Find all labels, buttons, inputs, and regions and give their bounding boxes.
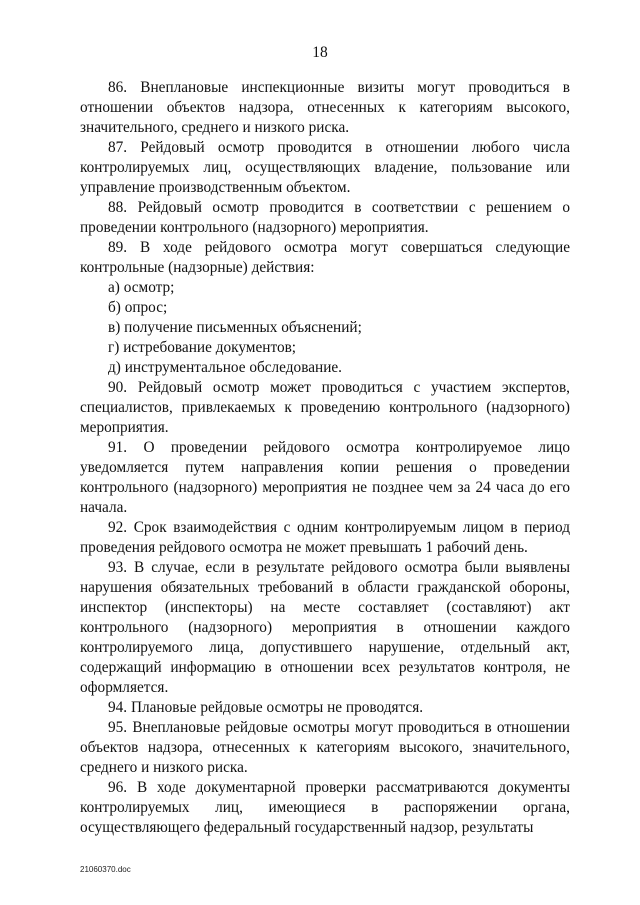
paragraph-95: 95. Внеплановые рейдовые осмотры могут проводиться в отношении объектов надзора, отнесенных к категориям высокого, значительного, среднего и низкого риска.: [80, 719, 570, 776]
list-item-d: д) инструментальное обследование.: [108, 359, 342, 376]
list-item-v: в) получение письменных объяснений;: [108, 319, 362, 336]
footer-filename: 21060370.doc: [80, 865, 131, 874]
paragraph-94: 94. Плановые рейдовые осмотры не проводятся.: [108, 699, 424, 716]
paragraph-86: 86. Внеплановые инспекционные визиты могут проводиться в отношении объектов надзора, отнесенных к категориям высокого, значительного, среднего и низкого риска.: [80, 79, 570, 136]
paragraph-93: 93. В случае, если в результате рейдового осмотра были выявлены нарушения обязательных требований в области гражданской обороны, инспектор (инспекторы) на месте составляет (составляют) акт контрольного (надзорного) мероприятия в отношении каждого контролируемого лица, допустившего нарушение, отдельный акт, содержащий информацию в отношении всех результатов контроля, не оформляется.: [80, 559, 570, 696]
paragraph-91: 91. О проведении рейдового осмотра контролируемое лицо уведомляется путем направления копии решения о проведении контрольного (надзорного) мероприятия не позднее чем за 24 часа до его начала.: [80, 439, 570, 516]
paragraph-96: 96. В ходе документарной проверки рассматриваются документы контролируемых лиц, имеющиеся в распоряжении органа, осуществляющего федеральный государственный надзор, результаты: [80, 779, 570, 836]
list-item-g: г) истребование документов;: [108, 339, 297, 356]
document-body: [80, 78, 570, 838]
paragraph-88: 88. Рейдовый осмотр проводится в соответствии с решением о проведении контрольного (надзорного) мероприятия.: [80, 199, 570, 236]
paragraph-89: 89. В ходе рейдового осмотра могут совершаться следующие контрольные (надзорные) действия:: [80, 239, 570, 276]
paragraph-92: 92. Срок взаимодействия с одним контролируемым лицом в период проведения рейдового осмотра не может превышать 1 рабочий день.: [80, 519, 570, 556]
list-item-b: б) опрос;: [108, 299, 168, 316]
paragraph-90: 90. Рейдовый осмотр может проводиться с участием экспертов, специалистов, привлекаемых к проведению контрольного (надзорного) мероприятия.: [80, 379, 570, 436]
page-number: 18: [312, 44, 328, 61]
paragraph-87: 87. Рейдовый осмотр проводится в отношении любого числа контролируемых лиц, осуществляющих владение, пользование или управление производственным объектом.: [80, 139, 570, 196]
list-item-a: а) осмотр;: [108, 279, 175, 296]
